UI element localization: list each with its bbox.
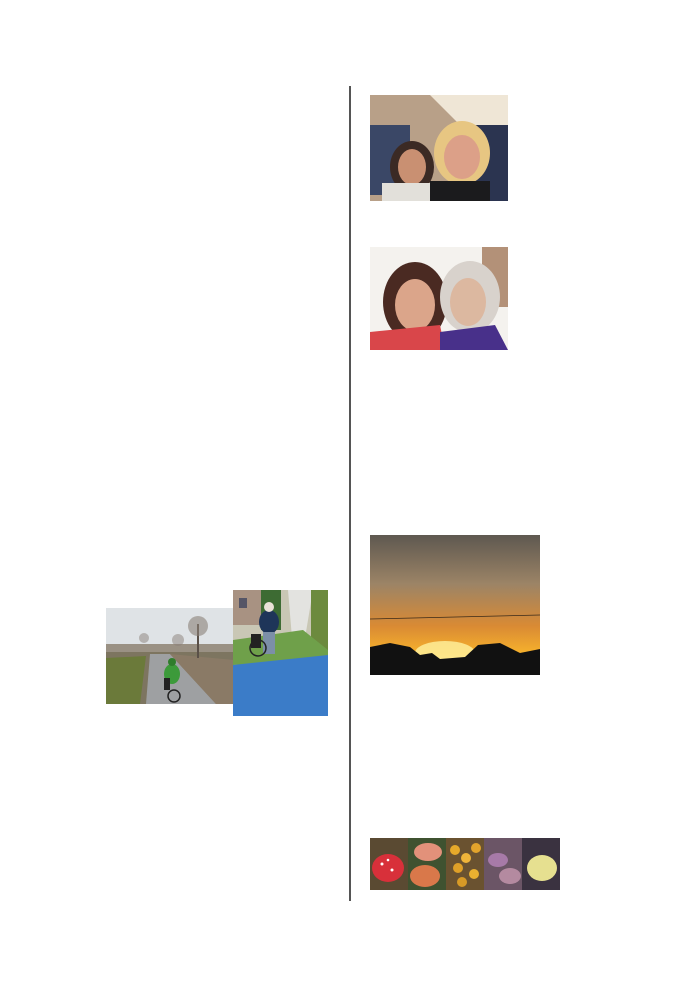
left-column [106, 86, 336, 104]
walking-man-photo [233, 590, 328, 716]
mushrooms-photo [370, 838, 560, 890]
cyclist-photo [106, 608, 234, 704]
sunset-photo [370, 535, 540, 675]
column-divider [349, 86, 351, 901]
spacer [106, 86, 336, 104]
selfie-photo [370, 247, 508, 350]
train-photo [370, 95, 508, 201]
